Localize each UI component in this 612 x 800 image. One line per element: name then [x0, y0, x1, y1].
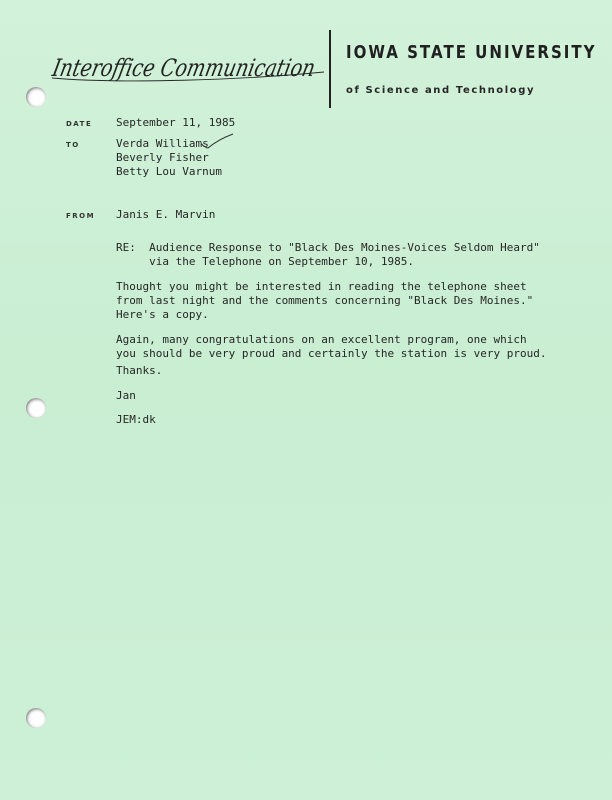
recipient-2: Beverly Fisher — [116, 151, 209, 164]
recipient-1: Verda Williams — [116, 137, 209, 150]
paragraph-2-line-1: Again, many congratulations on an excellent program, one which — [116, 333, 527, 346]
paragraph-1-line-1: Thought you might be interested in reading the telephone sheet — [116, 280, 527, 293]
letterhead-divider — [329, 30, 331, 108]
typist-initials: JEM:dk — [116, 413, 156, 426]
closing-thanks: Thanks. — [116, 364, 163, 377]
paragraph-1-line-3: Here's a copy. — [116, 308, 209, 321]
re-line-2: via the Telephone on September 10, 1985. — [116, 255, 415, 268]
recipient-3: Betty Lou Varnum — [116, 165, 222, 178]
script-title-text: Interoffice Communication — [49, 53, 383, 82]
paragraph-1-line-2: from last night and the comments concerning "Black Des Moines." — [116, 294, 534, 307]
from-value: Janis E. Marvin — [116, 208, 216, 221]
re-line-1: RE: Audience Response to "Black Des Moines-Voices Seldom Heard" — [116, 241, 540, 254]
university-name: IOWA STATE UNIVERSITY — [346, 43, 597, 63]
signature-name: Jan — [116, 389, 136, 402]
university-subtitle: of Science and Technology — [346, 85, 536, 96]
binder-hole-bottom — [26, 708, 46, 728]
to-label: TO — [66, 141, 80, 149]
paragraph-2-line-2: you should be very proud and certainly the station is very proud. — [116, 347, 547, 360]
from-label: FROM — [66, 212, 96, 220]
date-label: DATE — [66, 120, 93, 128]
date-value: September 11, 1985 — [116, 116, 236, 129]
letterhead-script-title — [49, 44, 383, 94]
binder-hole-top — [26, 87, 46, 107]
checkmark-icon — [200, 133, 234, 151]
binder-hole-middle — [26, 398, 46, 418]
